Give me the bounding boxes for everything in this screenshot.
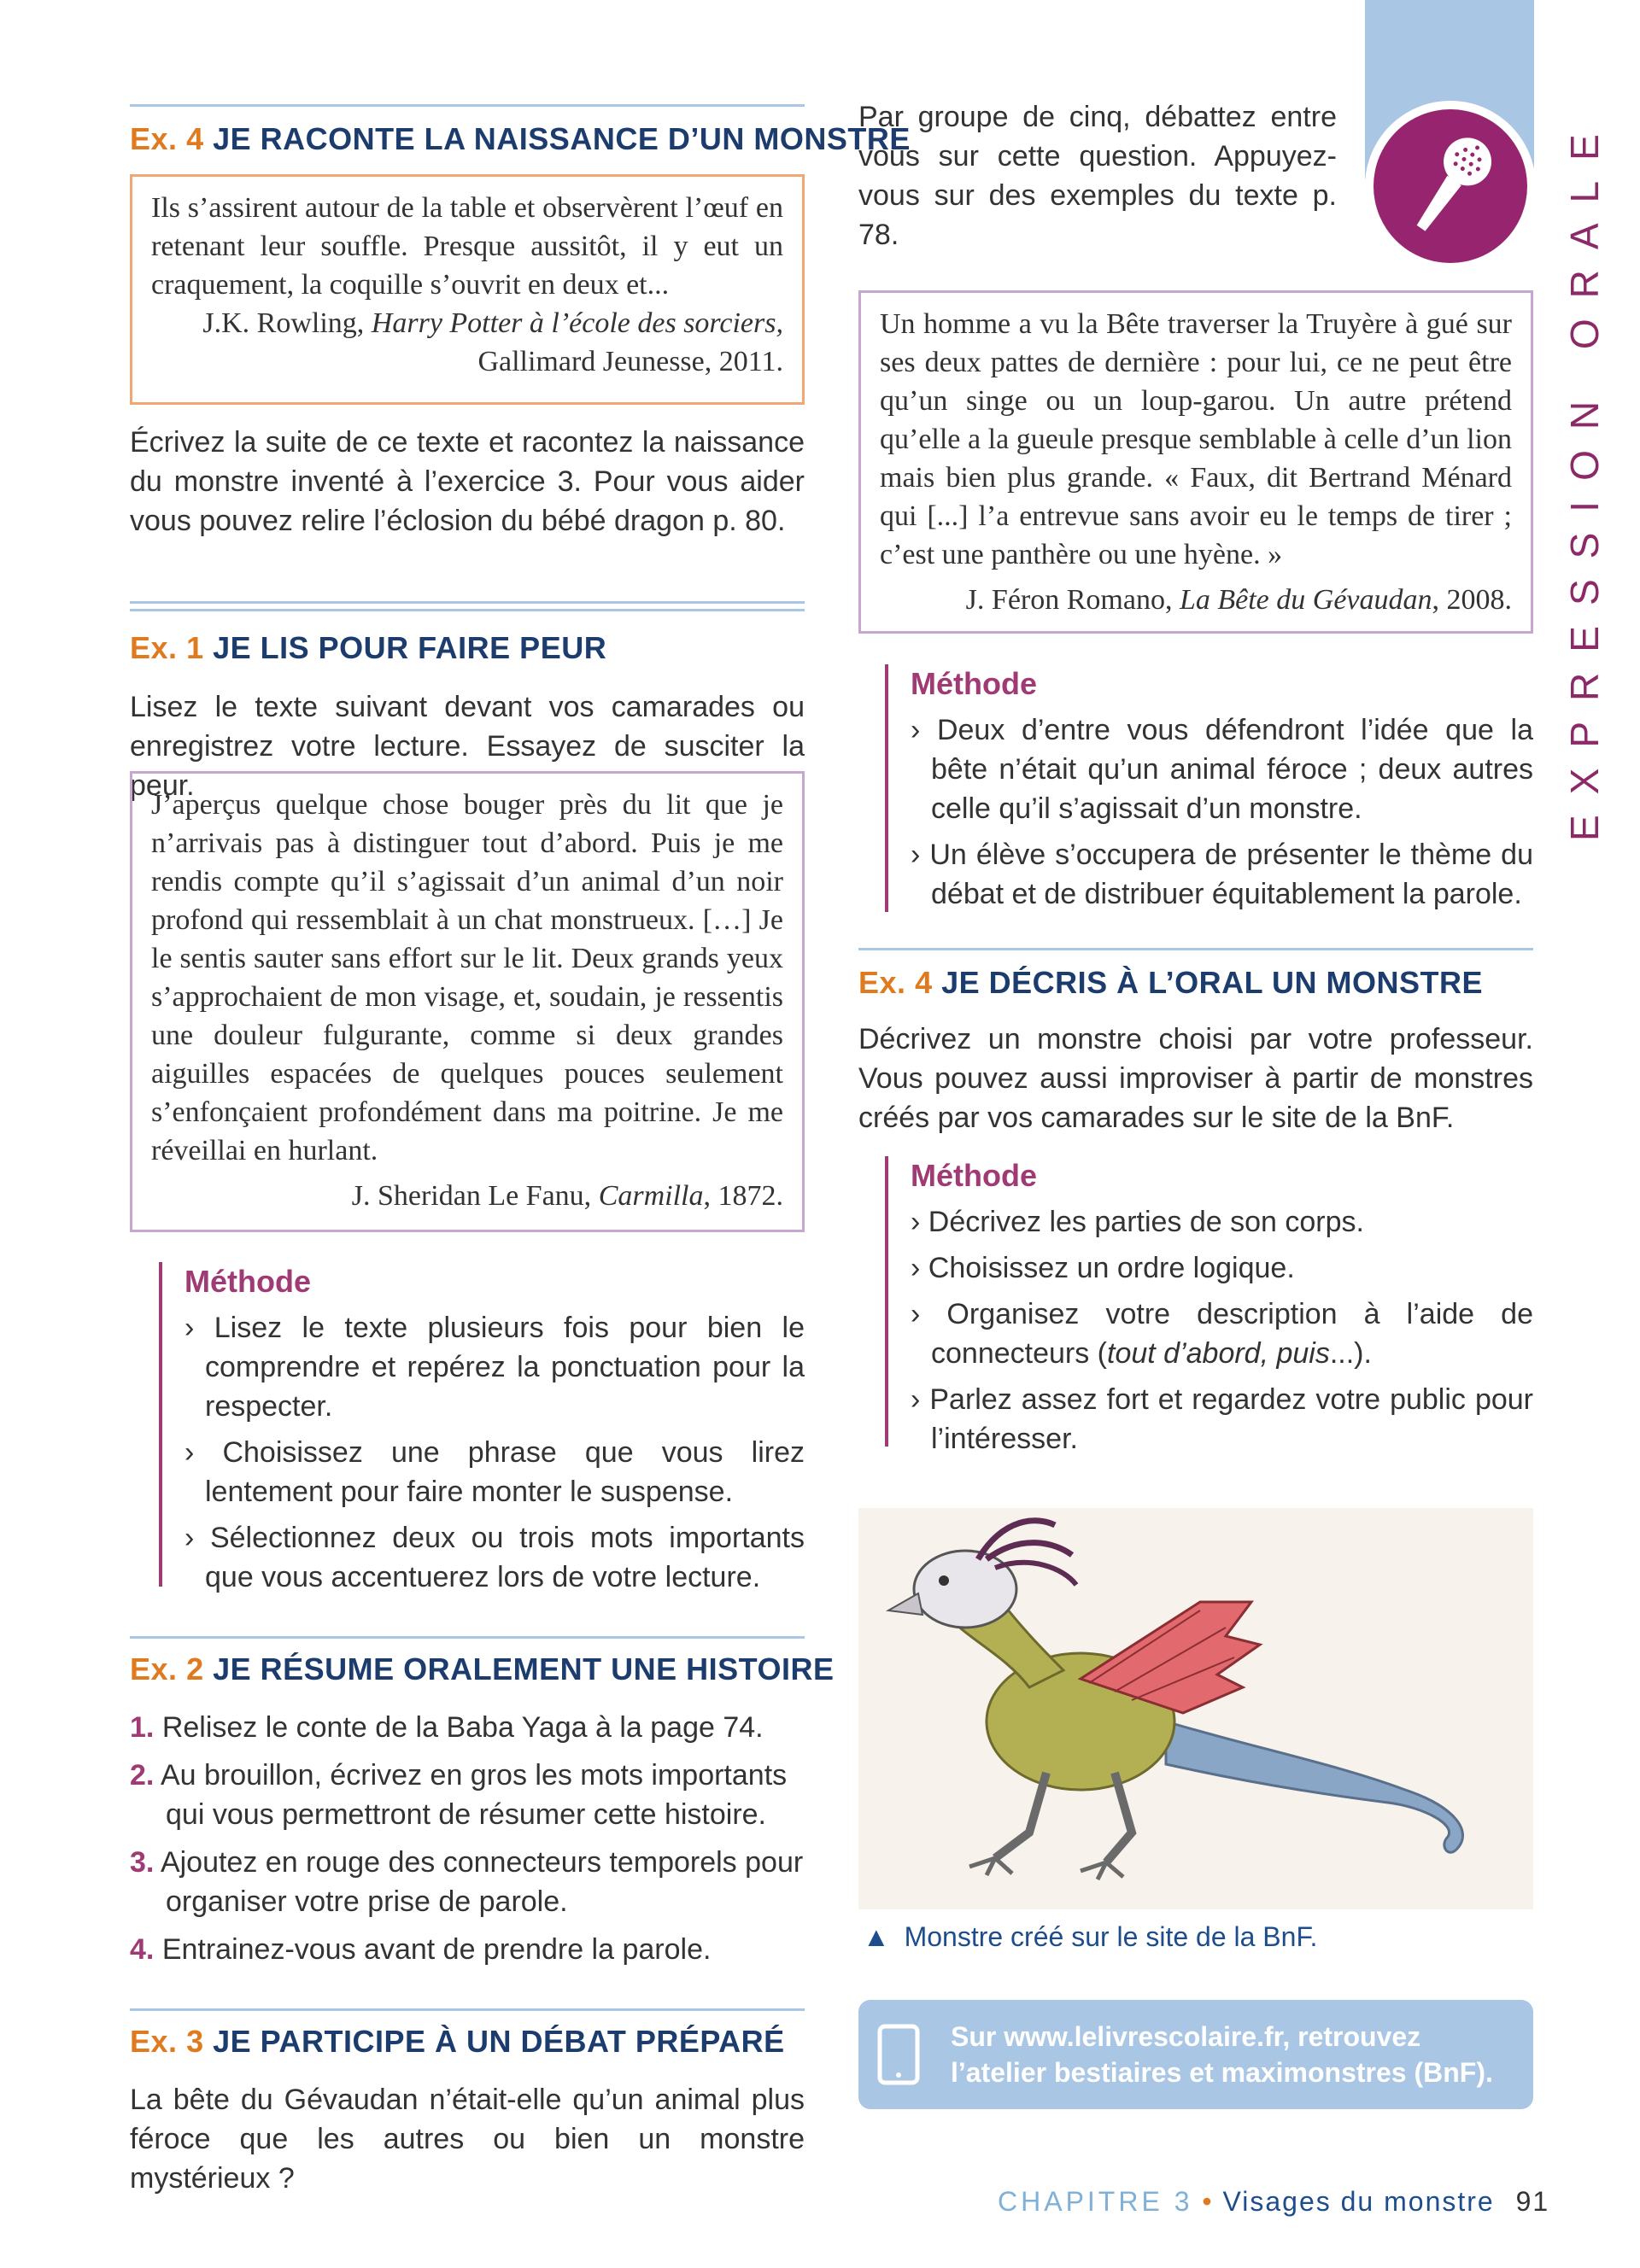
ex1-methode (159, 1262, 805, 1593)
ex4-birth-heading: Ex. 4 JE RACONTE LA NAISSANCE D’UN MONSTRE (130, 121, 911, 156)
ex2-heading: Ex. 2 JE RÉSUME ORALEMENT UNE HISTOIRE (130, 1651, 835, 1686)
triangle-up-icon: ▲ (863, 1921, 890, 1952)
ex4-birth-publisher: Gallimard Jeunesse, 2011. (477, 346, 783, 377)
section-rule-double (130, 601, 805, 611)
ex4-oral-instructions: Décrivez un monstre choisi par votre professeur. Vous pouvez aussi improviser à partir de monstres créés par vos camarades sur le site de la BnF. (858, 1023, 1533, 1134)
methode-item: › Organisez votre description à l’aide de connecteurs (tout d’abord, puis...). (911, 1298, 1533, 1370)
ex3-source: J. Féron Romano, La Bête du Gévaudan, 2008. (965, 584, 1512, 616)
ex4-birth-source: J.K. Rowling, Harry Potter à l’école des sorciers, (202, 307, 783, 339)
sidebar-label-text: EXPRESSION ORALE (1562, 114, 1607, 841)
methode-item: › Un élève s’occupera de présenter le thème du débat et de distribuer équitablement la parole. (911, 839, 1533, 910)
methode-item: › Décrivez les parties de son corps. (911, 1206, 1364, 1238)
methode-item: › Sélectionnez deux ou trois mots importants que vous accentuerez lors de votre lecture. (184, 1522, 805, 1593)
ex3-quote-box (858, 290, 1533, 634)
page-footer (998, 2186, 1549, 2218)
ex4-birth-instructions: Écrivez la suite de ce texte et racontez la naissance du monstre inventé à l’exercice 3. Pour vous aider vous pouvez relire l’éclosion du bébé dragon p. 80. (130, 426, 805, 537)
ex4-oral-heading: Ex. 4 JE DÉCRIS À L’ORAL UN MONSTRE (858, 965, 1484, 1000)
methode-title: Méthode (184, 1264, 311, 1299)
mic-badge (1374, 109, 1527, 263)
ex1-quote-box (130, 771, 805, 1232)
ex3-question: La bête du Gévaudan n’était-elle qu’un animal plus féroce que les autres ou bien un monstre mystérieux ? (130, 2084, 805, 2195)
ex2-title: JE RÉSUME ORALEMENT UNE HISTOIRE (213, 1651, 835, 1686)
ex3-heading: Ex. 3 JE PARTICIPE À UN DÉBAT PRÉPARÉ (130, 2024, 785, 2059)
info-box-text (951, 2019, 1493, 2090)
section-rule (858, 948, 1533, 950)
ex1-instructions: Lisez le texte suivant devant vos camarades ou enregistrez votre lecture. Essayez de susciter la peur. (130, 691, 805, 802)
info-box (858, 2000, 1533, 2109)
methode-item: › Deux d’entre vous défendront l’idée que la bête n’était qu’un animal féroce ; deux autres celle qu’il s’agissait d’un monstre. (911, 714, 1533, 825)
ex3-methode (885, 664, 1533, 912)
methode-item: › Choisissez une phrase que vous lirez lentement pour faire monter le suspense. (184, 1436, 805, 1508)
ex1-title: JE LIS POUR FAIRE PEUR (213, 630, 607, 665)
methode-title: Méthode (911, 1158, 1037, 1193)
ex2-step: 2. Au brouillon, écrivez en gros les mots importants qui vous permettront de résumer cette histoire. (130, 1759, 788, 1831)
section-rule (130, 2008, 805, 2011)
ex4-oral-methode (885, 1156, 1533, 1455)
ex3-instructions: Par groupe de cinq, débattez entre vous sur cette question. Appuyez-vous sur des exemples du texte p. 78. (858, 101, 1337, 251)
footer-title: Visages du monstre (1222, 2186, 1495, 2217)
ex4-birth-quote: Ils s’assirent autour de la table et observèrent l’œuf en retenant leur souffle. Presque aussitôt, il y eut un craquement, la coquille s’ouvrit en deux et... (151, 192, 783, 301)
image-caption-text: Monstre créé sur le site de la BnF. (904, 1921, 1318, 1952)
ex1-quote: J’aperçus quelque chose bouger près du lit que je n’arrivais pas à distinguer tout d’abord. Puis je me rendis compte qu’il s’agissait d’un animal d’un noir profond qui ressemblait à un chat monstrueux. […] Je le sentis sauter sans effort sur le lit. Deux grands yeux s’approchaient de mon visage, et, soudain, je ressentis une douleur fulgurante, comme si deux grandes aiguilles espacées de quelques pouces seulement s’enfonçaient profondément dans ma poitrine. Je me réveillai en hurlant. (151, 789, 783, 1166)
microphone-icon (1374, 109, 1527, 263)
image-caption (863, 1921, 1317, 1953)
ex2-steps (130, 1708, 805, 1978)
methode-item: › Choisissez un ordre logique. (911, 1252, 1295, 1284)
methode-item: › Parlez assez fort et regardez votre public pour l’intéresser. (911, 1383, 1533, 1455)
ex2-step: 3. Ajoutez en rouge des connecteurs temporels pour organiser votre prise de parole. (130, 1846, 804, 1918)
tablet-icon (877, 2024, 920, 2085)
info-box-line: l’atelier bestiaires et maximonstres (BnF). (951, 2057, 1493, 2088)
ex4-birth-quote-box (130, 174, 805, 405)
section-rule (130, 1636, 805, 1639)
ex4-birth-title: JE RACONTE LA NAISSANCE D’UN MONSTRE (213, 121, 911, 156)
ex1-source: J. Sheridan Le Fanu, Carmilla, 1872. (351, 1180, 783, 1212)
ex3-title: JE PARTICIPE À UN DÉBAT PRÉPARÉ (213, 2024, 785, 2059)
ex2-step: 4. Entrainez-vous avant de prendre la parole. (130, 1933, 712, 1966)
section-rule (130, 104, 805, 107)
methode-item: › Lisez le texte plusieurs fois pour bien le comprendre et repérez la ponctuation pour la respecter. (184, 1312, 805, 1423)
monster-illustration (858, 1508, 1533, 1909)
footer-bullet: • (1202, 2186, 1214, 2217)
ex1-heading: Ex. 1 JE LIS POUR FAIRE PEUR (130, 630, 607, 665)
ex3-quote: Un homme a vu la Bête traverser la Truyère à gué sur ses deux pattes de dernière : pour lui, ce ne peut être qu’un singe ou un loup-garou. Un autre prétend qu’elle a la gueule presque semblable à celle d’un lion mais bien plus grande. « Faux, dit Bertrand Ménard qui [...] l’a entrevue sans avoir eu le temps de tirer ; c’est une panthère ou une hyène. » (880, 308, 1512, 570)
info-box-line: Sur www.lelivrescolaire.fr, retrouvez (951, 2021, 1421, 2052)
methode-title: Méthode (911, 666, 1037, 701)
ex4-oral-title: JE DÉCRIS À L’ORAL UN MONSTRE (941, 965, 1484, 1000)
page-number: 91 (1515, 2186, 1550, 2217)
monster-drawing (858, 1508, 1533, 1909)
ex2-step: 1. Relisez le conte de la Baba Yaga à la page 74. (130, 1711, 764, 1744)
footer-chapter: CHAPITRE 3 (998, 2186, 1193, 2217)
